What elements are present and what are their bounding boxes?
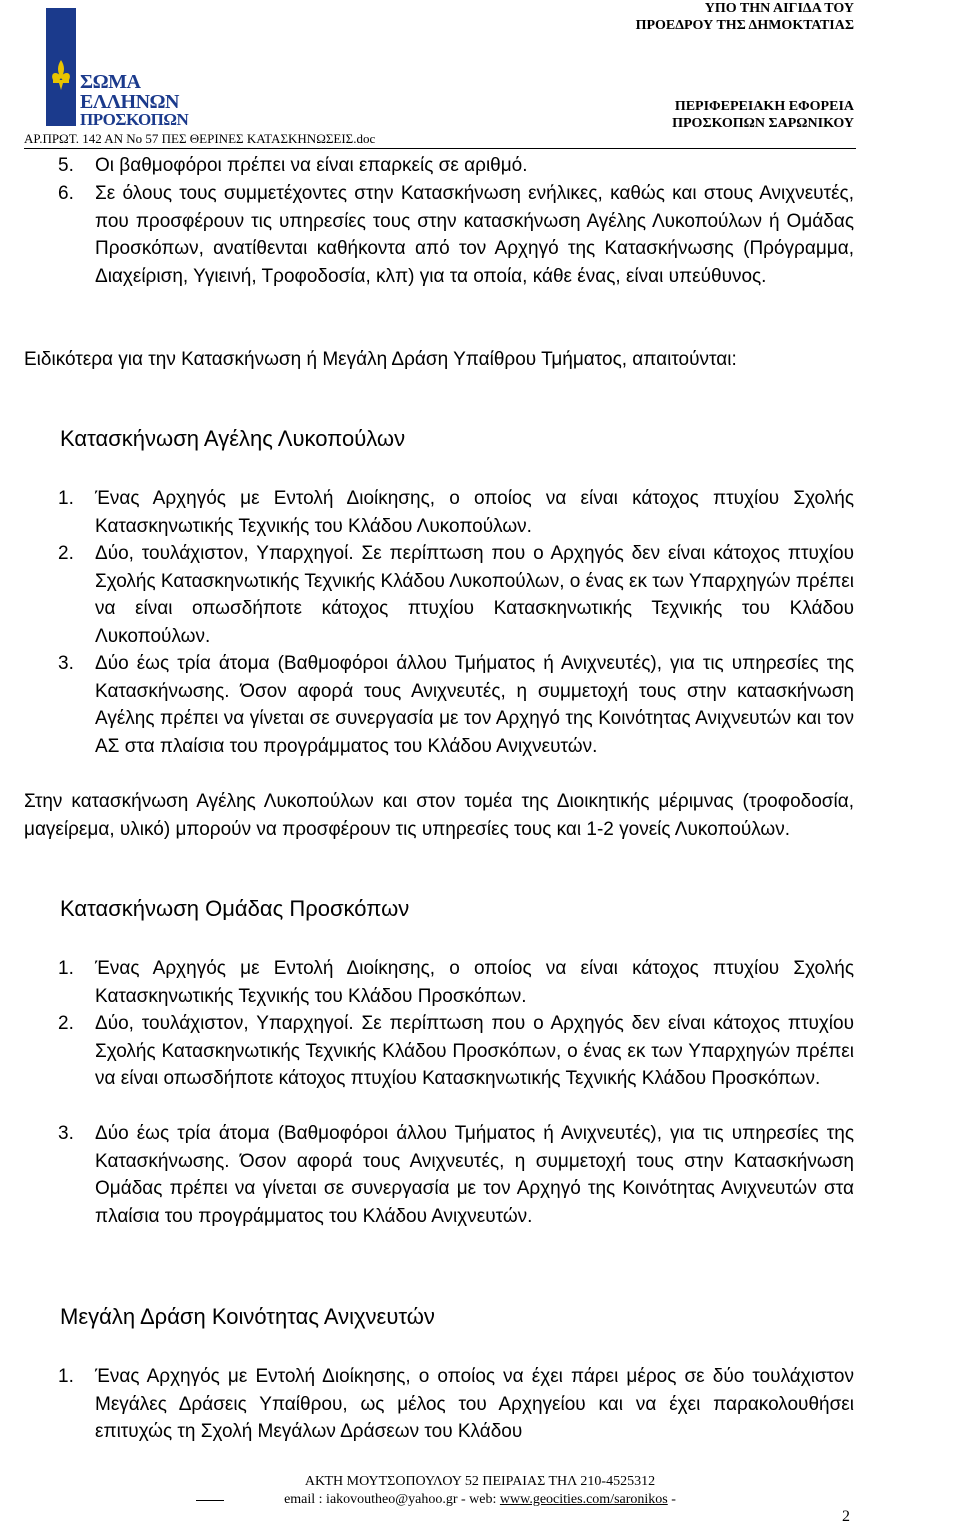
patronage-line-2: ΠΡΟΕΔΡΟΥ ΤΗΣ ΔΗΜΟΚΤΑΤΙΑΣ bbox=[635, 18, 854, 33]
list-item-text: Δύο, τουλάχιστον, Υπαρχηγοί. Σε περίπτωση που ο Αρχηγός δεν είναι κάτοχος πτυχίου Σχολής Κατασκηνωτικής Τεχνικής Κλάδου Λυκοπούλων, ο ένας εκ των Υπαρχηγών πρέπει να είναι οπωσδήποτε κάτοχος πτυχίου Κατασκηνωτικής Τεχνικής του Κλάδου Λυκοπούλων. bbox=[95, 543, 854, 647]
header-divider bbox=[24, 148, 856, 149]
list-item-number: 6. bbox=[58, 183, 74, 204]
logo-word-1: ΣΩΜΑ bbox=[80, 71, 141, 93]
logo-word-3: ΠΡΟΣΚΟΠΩΝ bbox=[80, 110, 189, 129]
page-number: 2 bbox=[842, 1508, 850, 1525]
list-item-number: 5. bbox=[58, 155, 74, 176]
list-item-text: Σε όλους τους συμμετέχοντες στην Κατασκήνωση ενήλικες, καθώς και στους Ανιχνευτές, που προσφέρουν τις υπηρεσίες τους στην κατασκήνωση Αγέλης Λυκοπούλων ή Ομάδας Προσκόπων, ανατίθενται καθήκοντα από τον Αρχηγό της Κατασκήνωσης (Πρόγραμμα, Διαχείριση, Υγιεινή, Τροφοδοσία, κλπ) για τα οποία, κάθε ένας, είναι υπεύθυνος. bbox=[95, 183, 854, 287]
footer-address: ΑΚΤΗ ΜΟΥΤΣΟΠΟΥΛΟΥ 52 ΠΕΙΡΑΙΑΣ ΤΗΛ 210-4525312 bbox=[304, 1474, 656, 1489]
list-item-number: 1. bbox=[58, 1366, 74, 1387]
logo-word-2: ΕΛΛΗΝΩΝ bbox=[80, 91, 179, 113]
footer-contact bbox=[0, 1492, 960, 1508]
list-item-text: Δύο έως τρία άτομα (Βαθμοφόροι άλλου Τμήματος ή Ανιχνευτές), για τις υπηρεσίες της Κατασκήνωσης. Όσον αφορά τους Ανιχνευτές, η συμμετοχή τους στην Κατασκήνωση Ομάδας πρέπει να γίνεται σε συνεργασία με τον Αρχηγό της Κοινότητας Ανιχνευτών στα πλαίσια του προγράμματος του Κλάδου Ανιχνευτών. bbox=[95, 1123, 854, 1227]
footer-web-link[interactable]: www.geocities.com/saronikos bbox=[499, 1492, 668, 1507]
list-item-text: Ένας Αρχηγός με Εντολή Διοίκησης, ο οποίος να είναι κάτοχος πτυχίου Σχολής Κατασκηνωτικής Τεχνικής του Κλάδου Λυκοπούλων. bbox=[95, 488, 854, 537]
list-item-number: 3. bbox=[58, 653, 74, 674]
list-item-number: 2. bbox=[58, 1013, 74, 1034]
footer-suffix: - bbox=[667, 1492, 676, 1507]
specifics-paragraph: Ειδικότερα για την Κατασκήνωση ή Μεγάλη Δράση Υπαίθρου Τμήματος, απαιτούνται: bbox=[24, 349, 737, 370]
footer-email: email : iakovoutheo@yahoo.gr - web: bbox=[284, 1492, 500, 1507]
parents-note-paragraph: Στην κατασκήνωση Αγέλης Λυκοπούλων και στον τομέα της Διοικητικής μέριμνας (τροφοδοσία, μαγείρεμα, υλικό) μπορούν να προσφέρουν τις υπηρεσίες τους και 1-2 γονείς Λυκοπούλων. bbox=[24, 791, 854, 840]
region-block bbox=[672, 98, 854, 132]
list-item-text: Ένας Αρχηγός με Εντολή Διοίκησης, ο οποίος να είναι κάτοχος πτυχίου Σχολής Κατασκηνωτικής Τεχνικής του Κλάδου Προσκόπων. bbox=[95, 958, 854, 1007]
patronage-block bbox=[636, 0, 854, 34]
region-line-1: ΠΕΡΙΦΕΡΕΙΑΚΗ ΕΦΟΡΕΙΑ bbox=[674, 99, 854, 114]
section-heading-scout-camp: Κατασκήνωση Ομάδας Προσκόπων bbox=[60, 896, 410, 921]
section-heading-venturer-action: Μεγάλη Δράση Κοινότητας Ανιχνευτών bbox=[60, 1304, 435, 1329]
document-reference: ΑΡ.ΠΡΩΤ. 142 ΑΝ Νο 57 ΠΕΣ ΘΕΡΙΝΕΣ ΚΑΤΑΣΚΗΝΩΣΕΙΣ.doc bbox=[24, 131, 376, 146]
list-item-text: Ένας Αρχηγός με Εντολή Διοίκησης, ο οποίος να έχει πάρει μέρος σε δύο τουλάχιστον Μεγάλες Δράσεις Υπαίθρου, ως μέλος του Αρχηγείου και να έχει παρακολουθήσει επιτυχώς τη Σχολή Μεγάλων Δράσεων του Κλάδου bbox=[95, 1366, 854, 1442]
region-line-2: ΠΡΟΣΚΟΠΩΝ ΣΑΡΩΝΙΚΟΥ bbox=[672, 116, 854, 131]
list-item-number: 1. bbox=[58, 488, 74, 509]
list-item-text: Οι βαθμοφόροι πρέπει να είναι επαρκείς σε αριθμό. bbox=[95, 155, 528, 176]
list-item-number: 1. bbox=[58, 958, 74, 979]
list-item-text: Δύο έως τρία άτομα (Βαθμοφόροι άλλου Τμήματος ή Ανιχνευτές), για τις υπηρεσίες της Κατασκήνωσης. Όσον αφορά τους Ανιχνευτές, η συμμετοχή τους στην κατασκήνωση Αγέλης πρέπει να γίνεται σε συνεργασία με τον Αρχηγό της Κοινότητας Ανιχνευτών και τον ΑΣ στα πλαίσια του προγράμματος του Κλάδου Ανιχνευτών. bbox=[95, 653, 854, 757]
patronage-line-1: ΥΠΟ ΤΗΝ ΑΙΓΙΔΑ ΤΟΥ bbox=[704, 1, 854, 16]
list-item-number: 2. bbox=[58, 543, 74, 564]
section-heading-cub-camp: Κατασκήνωση Αγέλης Λυκοπούλων bbox=[60, 426, 406, 451]
list-item-text: Δύο, τουλάχιστον, Υπαρχηγοί. Σε περίπτωση που ο Αρχηγός δεν είναι κάτοχος πτυχίου Σχολής Κατασκηνωτικής Τεχνικής Κλάδου Προσκόπων, ο ένας εκ των Υπαρχηγών πρέπει να είναι οπωσδήποτε κάτοχος πτυχίου Κατασκηνωτικής Τεχνικής Κλάδου Προσκόπων. bbox=[95, 1013, 854, 1089]
fleur-de-lis-icon bbox=[48, 58, 74, 92]
organization-logo bbox=[46, 8, 206, 128]
list-item-number: 3. bbox=[58, 1123, 74, 1144]
